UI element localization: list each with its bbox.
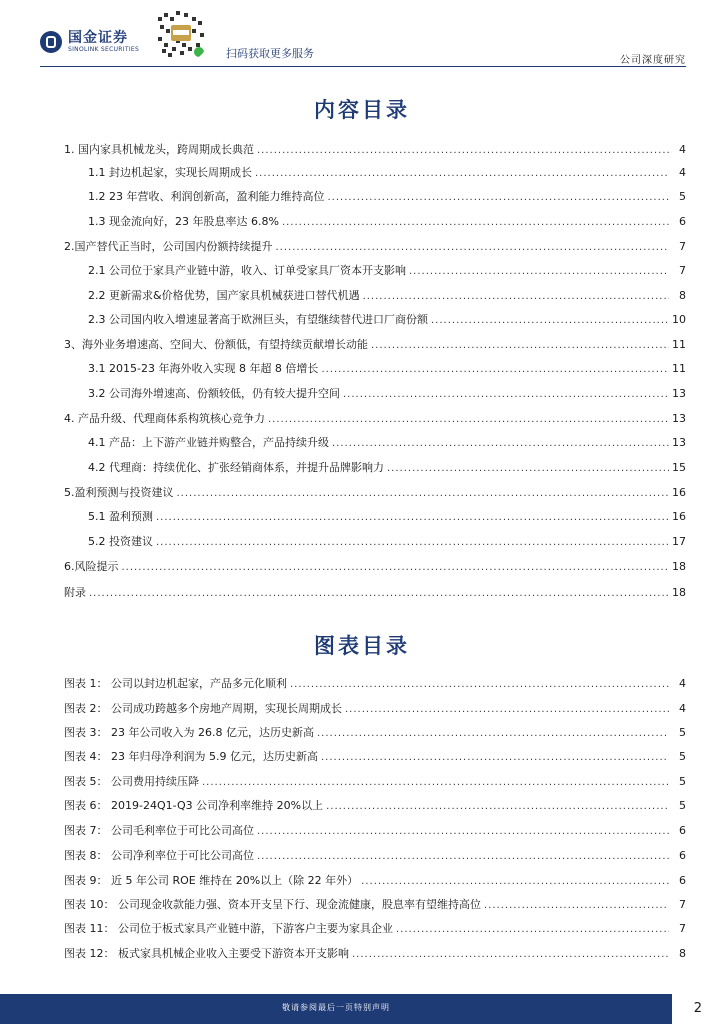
leader-dots: [387, 461, 669, 477]
figure-entry[interactable]: 图表 9： 近 5 年公司 ROE 维持在 20%以上（除 22 年外） ..... 6: [64, 873, 686, 889]
company-logo: [40, 30, 139, 54]
figure-label: 图表 6：: [64, 799, 108, 812]
leader-dots: [431, 313, 669, 329]
leader-dots: [268, 412, 669, 428]
leader-dots: [321, 362, 669, 378]
leader-dots: [332, 436, 669, 452]
toc-entry[interactable]: 3.2 公司海外增速高、份额较低，仍有较大提升空间 ..... 13: [88, 386, 686, 402]
report-type-label: 公司深度研究: [620, 55, 686, 66]
page-header: [0, 0, 724, 68]
leader-dots: [361, 874, 669, 890]
toc-entry[interactable]: 5.1 盈利预测 ..... 16: [88, 509, 686, 525]
figure-label: 图表 3：: [64, 726, 108, 739]
toc-entry[interactable]: 1.2 23 年营收、利润创新高，盈利能力维持高位 ..... 5: [88, 189, 686, 205]
toc-entry[interactable]: 4. 产品升级、代理商体系构筑核心竞争力 ..... 13: [64, 411, 686, 427]
figure-entry[interactable]: 图表 10： 公司现金收款能力强、资本开支呈下行、现金流健康，股息率有望维持高位 ..... 7: [64, 897, 686, 913]
leader-dots: [327, 190, 669, 206]
leader-dots: [326, 799, 669, 815]
toc-entry[interactable]: 1. 国内家具机械龙头，跨周期成长典范 ..... 4: [64, 142, 686, 158]
figure-entry[interactable]: 图表 3： 23 年公司收入为 26.8 亿元，达历史新高 ..... 5: [64, 725, 686, 741]
leader-dots: [484, 898, 669, 914]
qr-code-icon: [152, 5, 210, 63]
leader-dots: [317, 726, 669, 742]
leader-dots: [409, 264, 669, 280]
leader-dots: [89, 586, 669, 602]
figure-entry[interactable]: 图表 4： 23 年归母净利润为 5.9 亿元，达历史新高 ..... 5: [64, 749, 686, 765]
footer-disclaimer: 敬请参阅最后一页特别声明: [282, 1003, 390, 1012]
toc-entry[interactable]: 1.3 现金流向好，23 年股息率达 6.8% ..... 6: [88, 214, 686, 230]
figure-entry[interactable]: 图表 2： 公司成功跨越多个房地产周期，实现长周期成长 ..... 4: [64, 701, 686, 717]
figure-label: 图表 10：: [64, 898, 115, 911]
leader-dots: [363, 289, 669, 305]
leader-dots: [396, 922, 669, 938]
figure-label: 图表 8：: [64, 849, 108, 862]
figure-label: 图表 2：: [64, 702, 108, 715]
logo-icon: [40, 31, 62, 53]
leader-dots: [202, 775, 669, 791]
contents-title: 内容目录: [314, 98, 410, 122]
figure-label: 图表 11：: [64, 922, 115, 935]
leader-dots: [321, 750, 669, 766]
figure-label: 图表 5：: [64, 775, 108, 788]
toc-entry[interactable]: 2.国产替代正当时，公司国内份额持续提升 ..... 7: [64, 239, 686, 255]
leader-dots: [282, 215, 669, 231]
figure-label: 图表 4：: [64, 750, 108, 763]
scan-for-service-text: 扫码获取更多服务: [226, 47, 314, 60]
toc-entry[interactable]: 5.盈利预测与投资建议 ..... 16: [64, 485, 686, 501]
page-number: 2: [693, 1001, 702, 1016]
logo-name-en: SINOLINK SECURITIES: [68, 46, 140, 53]
toc-entry[interactable]: 6.风险提示 ..... 18: [64, 559, 686, 575]
figure-entry[interactable]: 图表 5： 公司费用持续压降 ..... 5: [64, 774, 686, 790]
figure-entry[interactable]: 图表 12： 板式家具机械企业收入主要受下游资本开支影响 ..... 8: [64, 946, 686, 962]
page-footer: [0, 994, 724, 1024]
leader-dots: [156, 535, 669, 551]
leader-dots: [257, 824, 669, 840]
leader-dots: [345, 702, 669, 718]
figure-entry[interactable]: 图表 7： 公司毛利率位于可比公司高位 ..... 6: [64, 823, 686, 839]
leader-dots: [177, 486, 670, 502]
toc-entry[interactable]: 2.1 公司位于家具产业链中游，收入、订单受家具厂资本开支影响 ..... 7: [88, 263, 686, 279]
figure-label: 图表 7：: [64, 824, 108, 837]
leader-dots: [257, 849, 669, 865]
figure-label: 图表 1：: [64, 677, 108, 690]
toc-entry[interactable]: 5.2 投资建议 ..... 17: [88, 534, 686, 550]
figure-label: 图表 9：: [64, 874, 108, 887]
toc-entry[interactable]: 1.1 封边机起家，实现长周期成长 ..... 4: [88, 165, 686, 181]
toc-entry[interactable]: 4.1 产品：上下游产业链并购整合，产品持续升级 ..... 13: [88, 435, 686, 451]
toc-entry[interactable]: 附录 ..... 18: [64, 585, 686, 601]
toc-entry[interactable]: 2.2 更新需求&价格优势，国产家具机械获进口替代机遇 ..... 8: [88, 288, 686, 304]
leader-dots: [257, 143, 669, 159]
figure-entry[interactable]: 图表 1： 公司以封边机起家，产品多元化顺利 ..... 4: [64, 676, 686, 692]
leader-dots: [371, 338, 669, 354]
header-divider: [40, 66, 686, 67]
leader-dots: [122, 560, 670, 576]
figure-entry[interactable]: 图表 6： 2019-24Q1-Q3 公司净利率维持 20%以上 ..... 5: [64, 798, 686, 814]
figure-entry[interactable]: 图表 11： 公司位于板式家具产业链中游，下游客户主要为家具企业 ..... 7: [64, 921, 686, 937]
logo-name-cn: 国金证券: [68, 30, 128, 46]
toc-entry[interactable]: 2.3 公司国内收入增速显著高于欧洲巨头，有望继续替代进口厂商份额 ..... 10: [88, 312, 686, 328]
figures-title: 图表目录: [314, 634, 410, 658]
figure-label: 图表 12：: [64, 947, 115, 960]
leader-dots: [255, 166, 669, 182]
toc-entry[interactable]: 3.1 2015-23 年海外收入实现 8 年超 8 倍增长 ..... 11: [88, 361, 686, 377]
leader-dots: [276, 240, 670, 256]
leader-dots: [352, 947, 669, 963]
leader-dots: [343, 387, 669, 403]
toc-entry[interactable]: 3、海外业务增速高、空间大、份额低，有望持续贡献增长动能 ..... 11: [64, 337, 686, 353]
toc-entry[interactable]: 4.2 代理商：持续优化、扩张经销商体系，并提升品牌影响力 ..... 15: [88, 460, 686, 476]
figure-entry[interactable]: 图表 8： 公司净利率位于可比公司高位 ..... 6: [64, 848, 686, 864]
leader-dots: [156, 510, 669, 526]
leader-dots: [290, 677, 669, 693]
